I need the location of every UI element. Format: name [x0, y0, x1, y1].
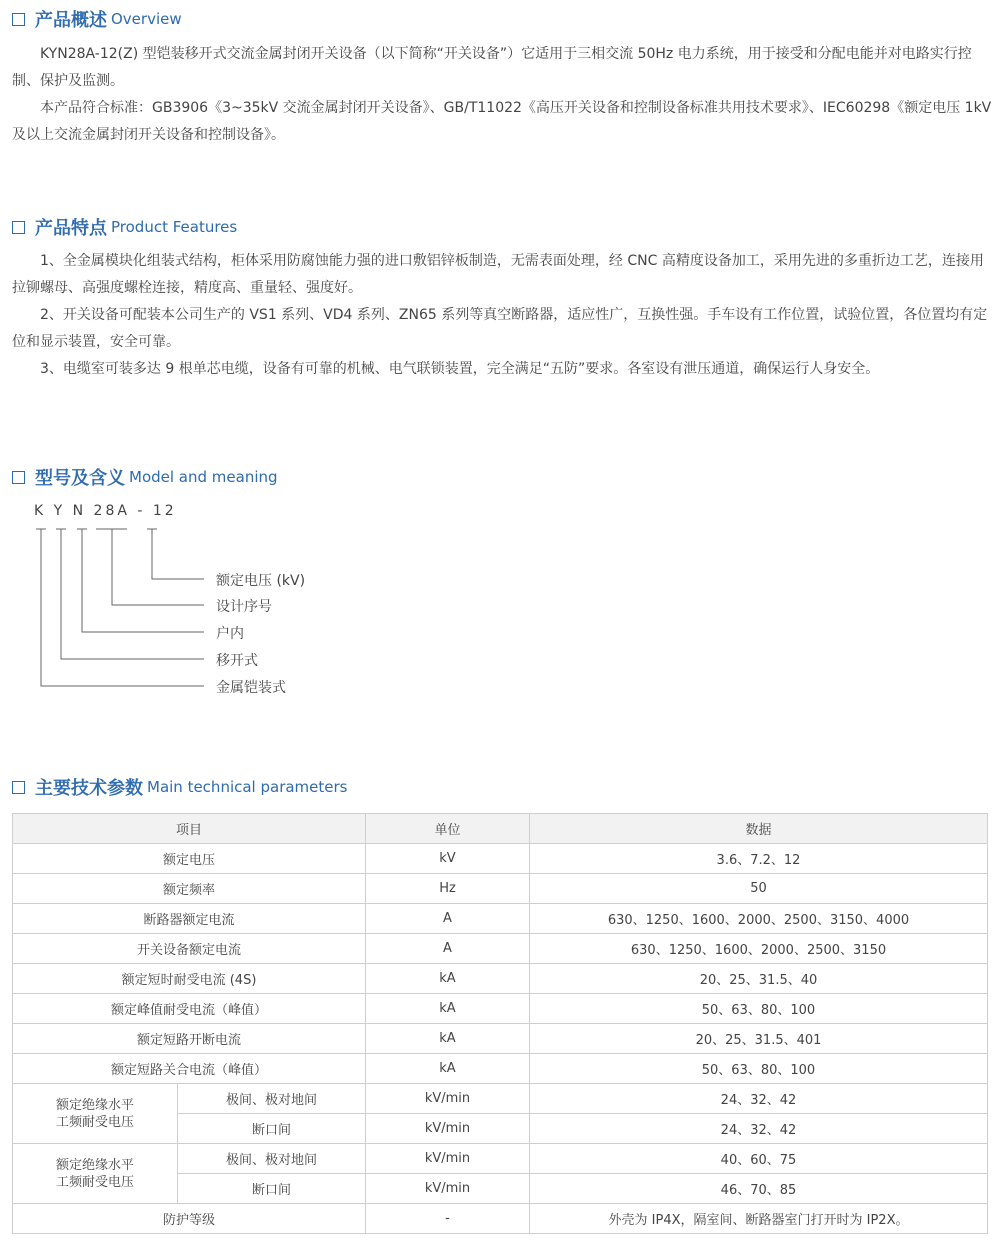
table-row — [13, 1084, 988, 1114]
table-row — [13, 934, 988, 964]
table-row — [13, 994, 988, 1024]
row-unit: kV — [366, 844, 530, 874]
params-title-en: Main technical parameters — [147, 778, 348, 796]
square-bullet-icon — [12, 13, 25, 26]
row-unit: kA — [366, 1024, 530, 1054]
row-data: 46、70、85 — [530, 1174, 988, 1204]
feature-paragraph: 1、全金属模块化组装式结构，柜体采用防腐蚀能力强的进口敷铝锌板制造，无需表面处理，经 CNC 高精度设备加工，采用先进的多重折边工艺，连接用拉铆螺母、高强度螺栓连接，精度高、重量轻、强度好。 — [12, 253, 984, 296]
row-data: 3.6、7.2、12 — [530, 844, 988, 874]
row-unit: Hz — [366, 874, 530, 904]
overview-body — [12, 41, 992, 149]
row-item: 额定短路关合电流（峰值） — [13, 1054, 366, 1084]
row-unit: kV/min — [366, 1144, 530, 1174]
features-body — [12, 248, 992, 383]
row-unit: - — [366, 1204, 530, 1234]
square-bullet-icon — [12, 471, 25, 484]
table-row — [13, 874, 988, 904]
table-row — [13, 1024, 988, 1054]
row-data: 24、32、42 — [530, 1084, 988, 1114]
row-item: 额定短时耐受电流 (4S) — [13, 964, 366, 994]
group-label-text: 额定绝缘水平 工频耐受电压 — [55, 1157, 134, 1190]
model-label-removable: 移开式 — [216, 653, 258, 669]
row-item: 极间、极对地间 — [178, 1084, 366, 1114]
header-unit: 单位 — [366, 814, 530, 844]
feature-paragraph: 2、开关设备可配装本公司生产的 VS1 系列、VD4 系列、ZN65 系列等真空断路器，适应性广，互换性强。手车设有工作位置，试验位置，各位置均有定位和显示装置，安全可靠。 — [12, 307, 988, 350]
row-data: 50、63、80、100 — [530, 1054, 988, 1084]
row-unit: kA — [366, 994, 530, 1024]
row-data: 50、63、80、100 — [530, 994, 988, 1024]
model-breakdown-lines — [0, 525, 220, 695]
model-title-zh: 型号及含义 — [35, 468, 125, 489]
model-label-design: 设计序号 — [216, 599, 272, 615]
row-data: 50 — [530, 874, 988, 904]
model-heading — [12, 464, 278, 490]
header-item: 项目 — [13, 814, 366, 844]
features-title-zh: 产品特点 — [35, 218, 107, 239]
model-label-indoor: 户内 — [216, 626, 244, 642]
row-item: 断口间 — [178, 1174, 366, 1204]
row-data: 外壳为 IP4X，隔室间、断路器室门打开时为 IP2X。 — [530, 1204, 988, 1234]
row-unit: kV/min — [366, 1114, 530, 1144]
table-row — [13, 964, 988, 994]
model-label-armored: 金属铠装式 — [216, 680, 286, 696]
row-item: 防护等级 — [13, 1204, 366, 1234]
square-bullet-icon — [12, 781, 25, 794]
table-row — [13, 1054, 988, 1084]
leader-line-armored — [41, 529, 204, 686]
row-unit: A — [366, 904, 530, 934]
group-label-text: 额定绝缘水平 工频耐受电压 — [55, 1097, 134, 1130]
overview-title-en: Overview — [111, 10, 182, 28]
row-data: 630、1250、1600、2000、2500、3150 — [530, 934, 988, 964]
row-data: 20、25、31.5、401 — [530, 1024, 988, 1054]
row-data: 630、1250、1600、2000、2500、3150、4000 — [530, 904, 988, 934]
row-item: 额定短路开断电流 — [13, 1024, 366, 1054]
features-heading — [12, 214, 237, 240]
params-table — [12, 813, 988, 1234]
row-data: 24、32、42 — [530, 1114, 988, 1144]
row-unit: kA — [366, 964, 530, 994]
params-title-zh: 主要技术参数 — [35, 778, 143, 799]
row-item: 开关设备额定电流 — [13, 934, 366, 964]
table-row — [13, 1144, 988, 1174]
row-unit: A — [366, 934, 530, 964]
row-unit: kV/min — [366, 1174, 530, 1204]
table-row — [13, 904, 988, 934]
square-bullet-icon — [12, 221, 25, 234]
group-label — [13, 1084, 178, 1144]
model-code: K Y N 28A - 12 — [34, 503, 177, 519]
row-item: 额定电压 — [13, 844, 366, 874]
table-row — [13, 1204, 988, 1234]
row-item: 断路器额定电流 — [13, 904, 366, 934]
model-label-voltage: 额定电压 (kV) — [216, 573, 306, 589]
overview-heading — [12, 6, 182, 32]
group-label — [13, 1144, 178, 1204]
row-item: 额定频率 — [13, 874, 366, 904]
row-item: 断口间 — [178, 1114, 366, 1144]
features-title-en: Product Features — [111, 218, 238, 236]
feature-paragraph: 3、电缆室可装多达 9 根单芯电缆，设备有可靠的机械、电气联锁装置，完全满足“五防”要求。各室设有泄压通道，确保运行人身安全。 — [40, 361, 880, 377]
table-header-row — [13, 814, 988, 844]
table-row — [13, 844, 988, 874]
row-item: 极间、极对地间 — [178, 1144, 366, 1174]
row-item: 额定峰值耐受电流（峰值） — [13, 994, 366, 1024]
overview-paragraph: 本产品符合标准：GB3906《3~35kV 交流金属封闭开关设备》、GB/T11022《高压开关设备和控制设备标准共用技术要求》、IEC60298《额定电压 1kV 及以上交流金属封闭开关设备和控制设备》。 — [12, 100, 992, 143]
header-data: 数据 — [530, 814, 988, 844]
row-data: 40、60、75 — [530, 1144, 988, 1174]
leader-line-indoor — [82, 529, 204, 632]
params-heading — [12, 774, 348, 800]
row-unit: kV/min — [366, 1084, 530, 1114]
overview-paragraph: KYN28A-12(Z) 型铠装移开式交流金属封闭开关设备（以下简称“开关设备”）它适用于三相交流 50Hz 电力系统，用于接受和分配电能并对电路实行控制、保护及监测。 — [12, 46, 972, 89]
leader-line-design — [112, 529, 204, 605]
overview-title-zh: 产品概述 — [35, 10, 107, 31]
leader-line-voltage — [152, 529, 204, 579]
row-unit: kA — [366, 1054, 530, 1084]
row-data: 20、25、31.5、40 — [530, 964, 988, 994]
model-title-en: Model and meaning — [129, 468, 278, 486]
